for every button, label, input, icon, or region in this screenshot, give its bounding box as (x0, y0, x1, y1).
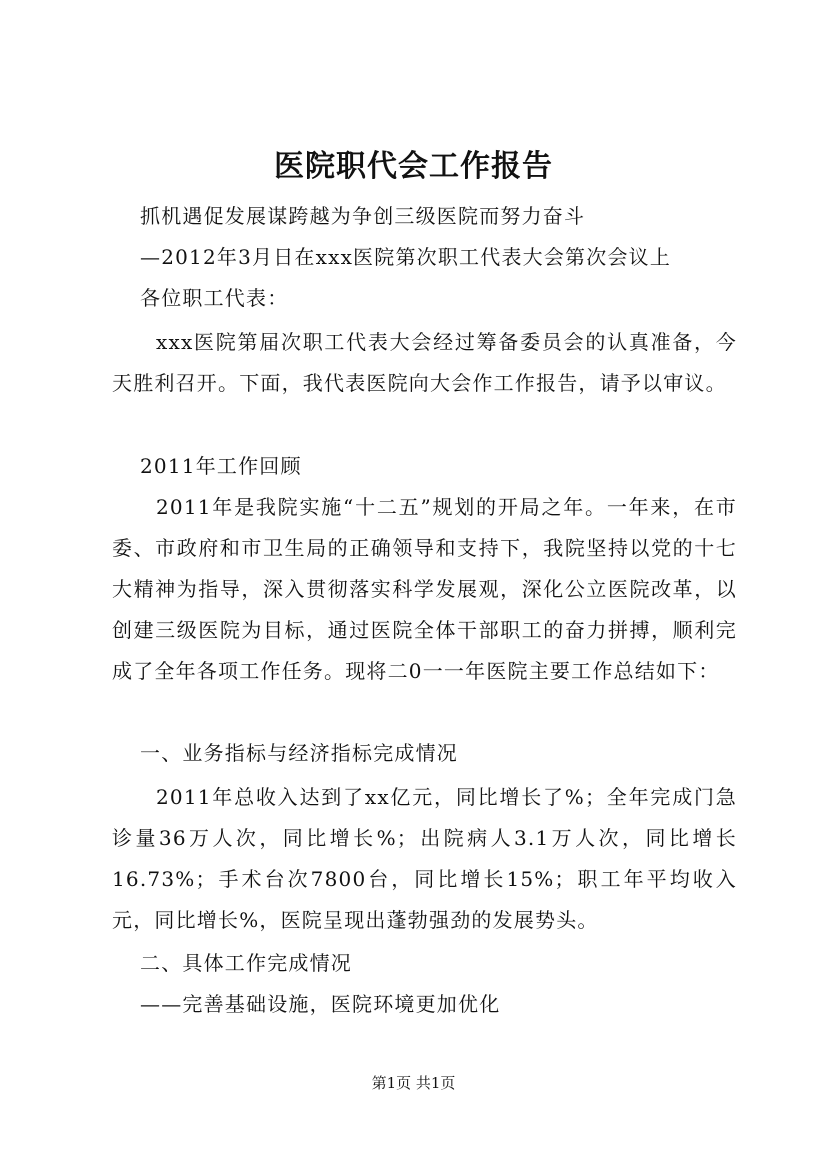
page-footer: 第1页 共1页 (371, 1074, 456, 1092)
document-dateline: —2012年3月日在xxx医院第次职工代表大会第次会议上 (140, 245, 672, 269)
heading-specific-work: 二、具体工作完成情况 (140, 951, 352, 975)
document-title: 医院职代会工作报告 (274, 149, 553, 184)
stats-paragraph: 2011年总收入达到了xx亿元，同比增长了%；全年完成门急诊量36万人次，同比增长%；出院病人3.1万人次，同比增长16.73%；手术台次7800台，同比增长15%；职工年平均收入元，同比增长%，医院呈现出蓬勃强劲的发展势头。 (112, 785, 737, 932)
intro-paragraph: xxx医院第届次职工代表大会经过筹备委员会的认真准备，今天胜利召开。下面，我代表医院向大会作工作报告，请予以审议。 (112, 330, 737, 395)
review-paragraph: 2011年是我院实施“十二五”规划的开局之年。一年来，在市委、市政府和市卫生局的正确领导和支持下，我院坚持以党的十七大精神为指导，深入贯彻落实科学发展观，深化公立医院改革，以创建三级医院为目标，通过医院全体干部职工的奋力拼搏，顺利完成了全年各项工作任务。现将二0一一年医院主要工作总结如下： (112, 495, 737, 683)
document-subtitle: 抓机遇促发展谋跨越为争创三级医院而努力奋斗 (140, 204, 586, 228)
subheading-infrastructure: ——完善基础设施，医院环境更加优化 (140, 992, 501, 1016)
section-review-heading: 2011年工作回顾 (140, 454, 302, 478)
heading-business-indicators: 一、业务指标与经济指标完成情况 (140, 741, 458, 765)
salutation: 各位职工代表： (140, 286, 289, 310)
